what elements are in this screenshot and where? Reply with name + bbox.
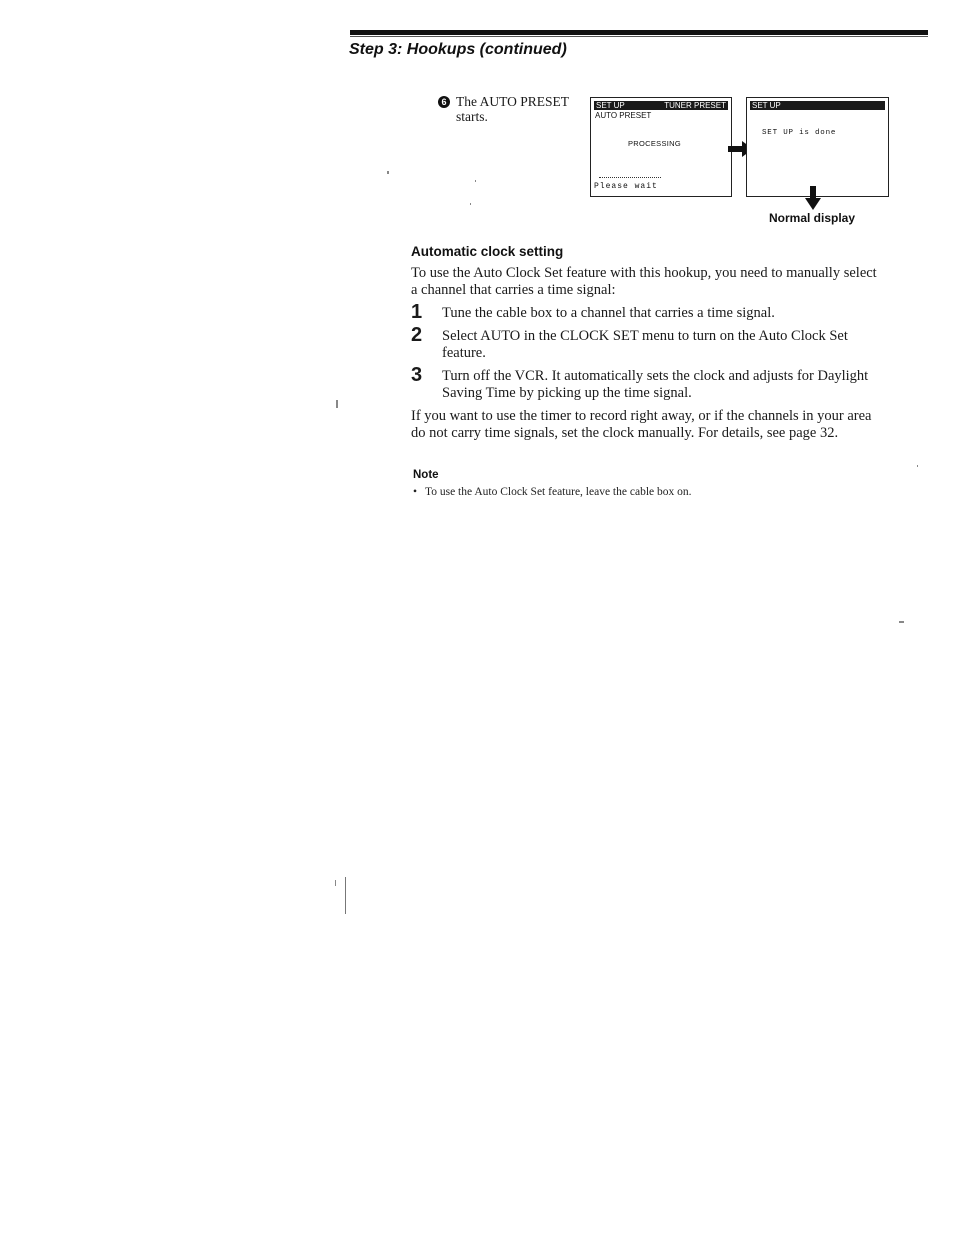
step-number: 3 [411, 364, 423, 386]
menu-bar-left: SET UP [752, 101, 781, 110]
arrow-down-icon [805, 186, 821, 210]
margin-line [345, 877, 346, 914]
clock-intro: To use the Auto Clock Set feature with this hookup, you need to manually select a channel that carries a time signal: [411, 265, 877, 298]
step-number: 2 [411, 324, 423, 346]
scan-speck [917, 465, 918, 467]
menu-bar-left: SET UP [596, 101, 625, 110]
scan-speck [387, 171, 389, 174]
menu-bar [594, 101, 728, 110]
step-6-number-icon: 6 [438, 96, 450, 108]
bullet-icon: • [413, 486, 418, 498]
note-item [413, 486, 692, 498]
scan-speck [336, 400, 338, 408]
menu-bar [750, 101, 885, 110]
scan-speck [470, 203, 471, 205]
scan-speck [475, 180, 476, 182]
step-6-text: The AUTO PRESET starts. [456, 94, 569, 124]
please-wait-text: Please wait [594, 182, 658, 191]
screen-subtitle: AUTO PRESET [595, 111, 652, 120]
step-number: 1 [411, 301, 423, 323]
menu-bar-right: TUNER PRESET [664, 101, 726, 110]
clock-outro: If you want to use the timer to record right away, or if the channels in your area do not carry time signals, set the clock manually. For details, see page 32. [411, 408, 872, 441]
normal-display-label: Normal display [769, 211, 856, 225]
step-text: Select AUTO in the CLOCK SET menu to turn on the Auto Clock Set feature. [442, 328, 848, 361]
processing-status: PROCESSING [628, 139, 682, 148]
scan-speck [335, 880, 336, 886]
step-text: Turn off the VCR. It automatically sets the clock and adjusts for Daylight Saving Time by picking up the time signal. [442, 368, 869, 401]
header-rule [350, 30, 928, 35]
progress-dots [599, 177, 661, 180]
tv-screen-processing [590, 97, 732, 197]
step-text: Tune the cable box to a channel that carries a time signal. [442, 305, 775, 321]
section-title: Step 3: Hookups (continued) [349, 41, 567, 58]
tv-screen-done [746, 97, 889, 197]
scan-speck [899, 621, 904, 623]
clock-heading: Automatic clock setting [411, 244, 564, 259]
header-rule-thin [350, 36, 928, 37]
note-text: To use the Auto Clock Set feature, leave the cable box on. [425, 486, 692, 498]
setup-done-message: SET UP is done [762, 129, 837, 137]
note-heading: Note [413, 469, 439, 481]
